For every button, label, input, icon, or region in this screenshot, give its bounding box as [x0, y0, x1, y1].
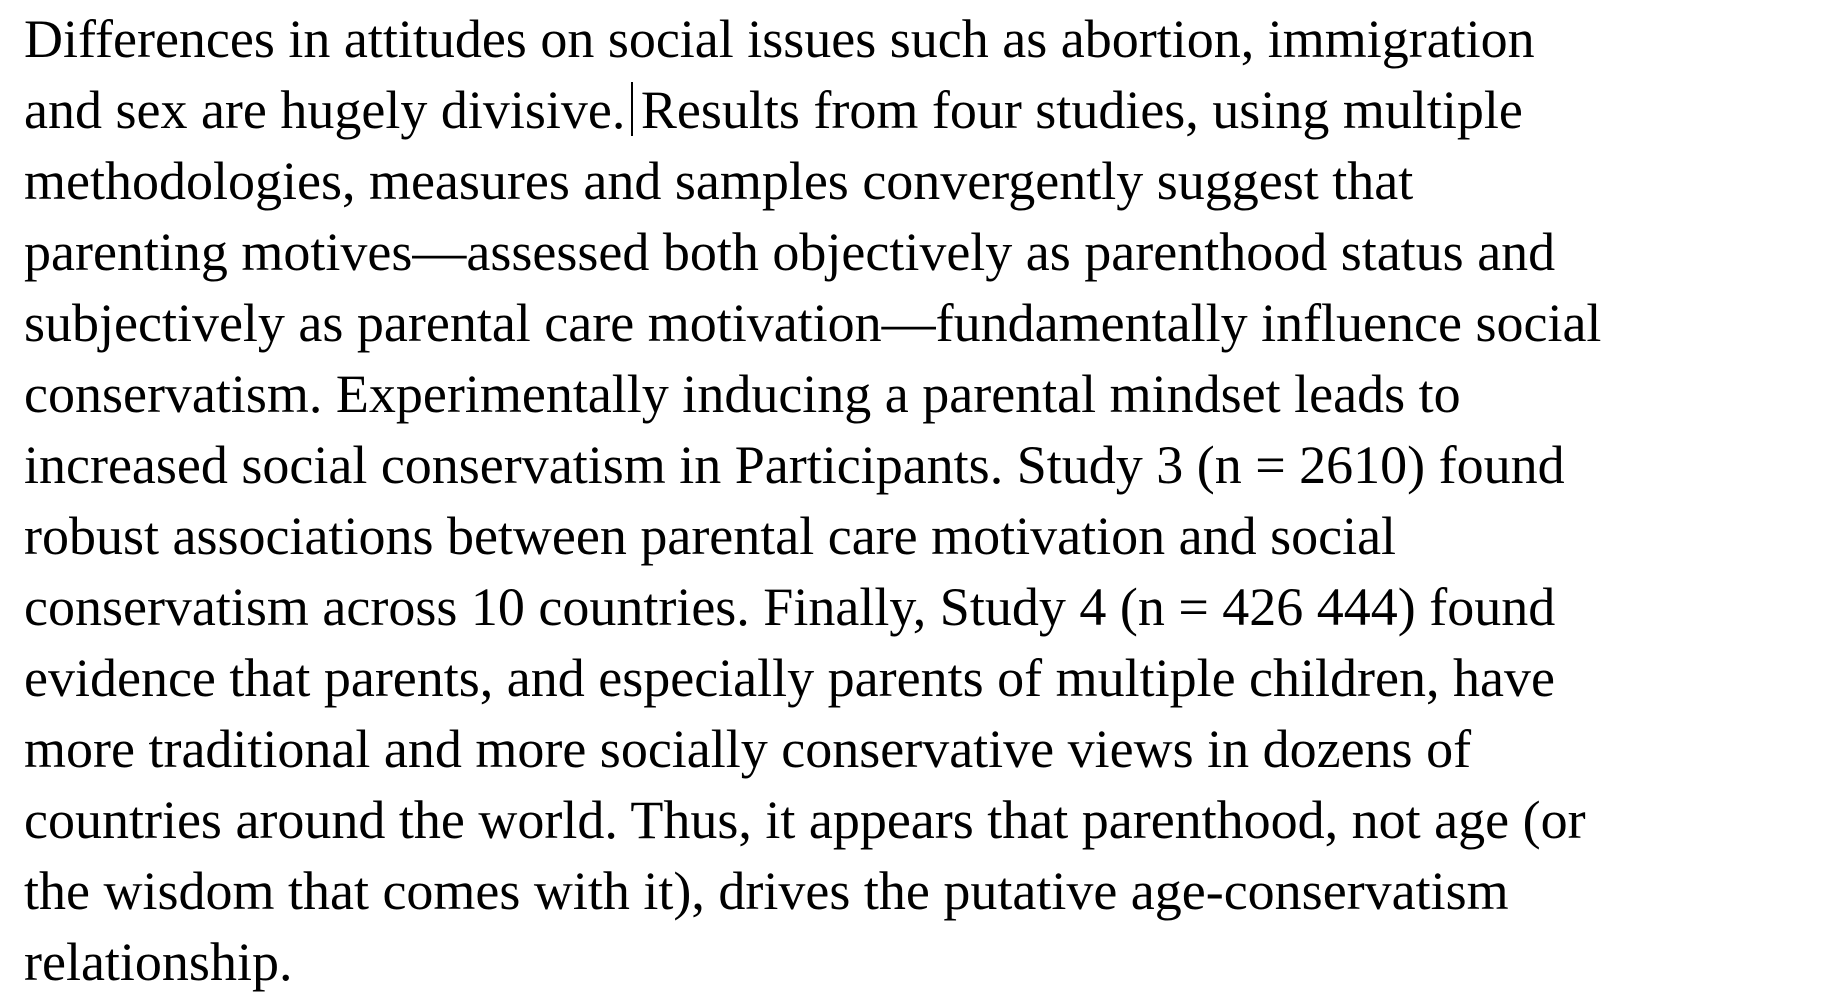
text-line-8: robust associations between parental care motivation and social — [24, 506, 1397, 566]
text-line-2-part-1: and sex are hugely divisive. — [24, 80, 626, 140]
text-cursor — [631, 82, 633, 136]
text-line-12: countries around the world. Thus, it appears that parenthood, not age (or — [24, 790, 1586, 850]
text-line-2-part-2: Results from four studies, using multiple — [640, 80, 1523, 140]
text-line-7: increased social conservatism in Participants. Study 3 (n = 2610) found — [24, 435, 1565, 495]
text-line-10: evidence that parents, and especially parents of multiple children, have — [24, 648, 1555, 708]
text-line-14: relationship. — [24, 932, 293, 992]
text-line-5: subjectively as parental care motivation—fundamentally influence social — [24, 293, 1602, 353]
text-line-13: the wisdom that comes with it), drives the putative age-conservatism — [24, 861, 1509, 921]
abstract-paragraph[interactable] — [24, 4, 1824, 998]
text-line-9: conservatism across 10 countries. Finally, Study 4 (n = 426 444) found — [24, 577, 1556, 637]
text-line-1: Differences in attitudes on social issues such as abortion, immigration — [24, 9, 1535, 69]
text-line-3: methodologies, measures and samples convergently suggest that — [24, 151, 1414, 211]
text-line-2 — [24, 75, 1824, 146]
text-line-6: conservatism. Experimentally inducing a parental mindset leads to — [24, 364, 1461, 424]
text-line-11: more traditional and more socially conservative views in dozens of — [24, 719, 1472, 779]
text-line-4: parenting motives—assessed both objectively as parenthood status and — [24, 222, 1556, 282]
